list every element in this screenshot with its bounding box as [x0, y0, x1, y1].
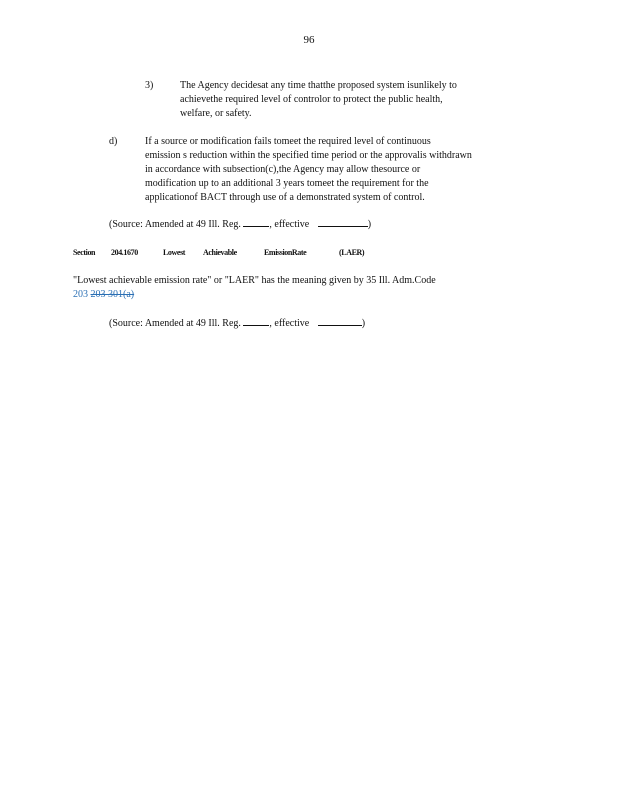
effective-date-blank: [318, 316, 362, 326]
item-3-line: achievethe required level of controlor to protect the public health,: [180, 94, 443, 105]
definition-line-2: [73, 288, 436, 302]
source-note-mid: , effective: [269, 318, 310, 329]
section-label: Section: [73, 248, 96, 257]
inserted-reference: 203: [73, 289, 88, 300]
item-d-text: [145, 135, 472, 205]
section-number: 204.1670: [111, 248, 138, 257]
deleted-reference: 203 301(a): [90, 289, 135, 300]
source-note-1: [109, 217, 371, 232]
item-d-line: in accordance with subsection(c),the Agency may allow thesource or: [145, 164, 421, 175]
source-note-2: [109, 316, 365, 331]
item-d-line: emission s reduction within the specified time period or the approvalis withdrawn: [145, 150, 472, 161]
item-3-line: welfare, or safety.: [180, 108, 252, 119]
page-number: 96: [303, 34, 315, 46]
item-d-line: modification up to an additional 3 years tomeet the requirement for the: [145, 178, 429, 189]
source-note-suffix: ): [367, 219, 372, 230]
item-3-line: The Agency decidesat any time thatthe proposed system isunlikely to: [180, 80, 457, 91]
item-3-marker: 3): [145, 80, 154, 91]
source-note-prefix: (Source: Amended at 49 Ill. Reg.: [109, 318, 241, 329]
source-note-mid: , effective: [269, 219, 310, 230]
item-d-marker: d): [109, 136, 118, 147]
section-title-word: Achievable: [203, 248, 237, 257]
register-blank: [243, 217, 269, 227]
item-d-line: applicationof BACT through use of a demonstrated system of control.: [145, 192, 425, 203]
section-title-word: (LAER): [339, 248, 365, 257]
source-note-prefix: (Source: Amended at 49 Ill. Reg.: [109, 219, 241, 230]
section-title-word: EmissionRate: [264, 248, 307, 257]
definition-line: "Lowest achievable emission rate" or "LAER" has the meaning given by 35 Ill. Adm.Code: [73, 275, 436, 286]
effective-date-blank: [318, 217, 368, 227]
source-note-suffix: ): [361, 318, 366, 329]
item-d-line: If a source or modification fails tomeet the required level of continuous: [145, 136, 431, 147]
register-blank: [243, 316, 269, 326]
item-3-text: [180, 79, 457, 121]
section-title-word: Lowest: [163, 248, 186, 257]
definition-paragraph: [73, 274, 436, 302]
